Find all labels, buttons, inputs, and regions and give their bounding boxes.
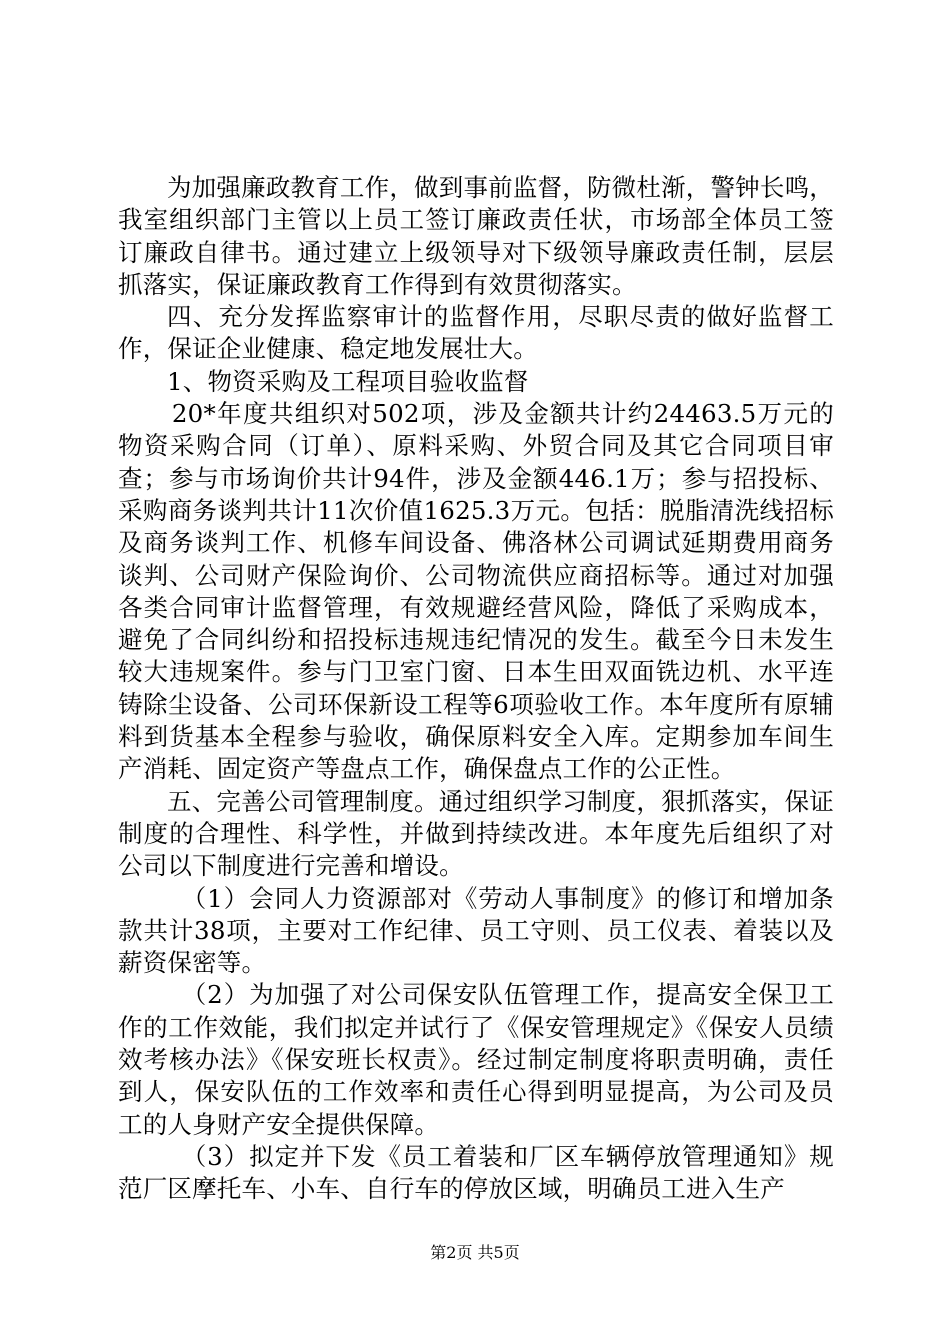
- paragraph-section-four-heading: 四、充分发挥监察审计的监督作用，尽职尽责的做好监督工作，保证企业健康、稳定地发展壮大。: [118, 302, 834, 364]
- document-body: [118, 172, 834, 1206]
- paragraph-procurement-details: 20*年度共组织对502项，涉及金额共计约24463.5万元的物资采购合同（订单）、原料采购、外贸合同及其它合同项目审查；参与市场询价共计94件，涉及金额446.1万；参与招投标、采购商务谈判共计11次价值1625.3万元。包括：脱脂清洗线招标及商务谈判工作、机修车间设备、佛洛林公司调试延期费用商务谈判、公司财产保险询价、公司物流供应商招标等。通过对加强各类合同审计监督管理，有效规避经营风险，降低了采购成本，避免了合同纠纷和招投标违规违纪情况的发生。截至今日未发生较大违规案件。参与门卫室门窗、日本生田双面铣边机、水平连铸除尘设备、公司环保新设工程等6项验收工作。本年度所有原辅料到货基本全程参与验收，确保原料安全入库。定期参加车间生产消耗、固定资产等盘点工作，确保盘点工作的公正性。: [118, 399, 834, 784]
- paragraph-item-one: （1）会同人力资源部对《劳动人事制度》的修订和增加条款共计38项，主要对工作纪律、员工守则、员工仪表、着装以及薪资保密等。: [118, 883, 834, 978]
- page-footer: 第2页 共5页: [430, 1243, 520, 1262]
- paragraph-item-three: （3）拟定并下发《员工着装和厂区车辆停放管理通知》规范厂区摩托车、小车、自行车的停放区域，明确员工进入生产: [118, 1141, 834, 1204]
- paragraph-subsection-heading: 1、物资采购及工程项目验收监督: [167, 366, 529, 396]
- paragraph-item-two: （2）为加强了对公司保安队伍管理工作，提高安全保卫工作的工作效能，我们拟定并试行了《保安管理规定》《保安人员绩效考核办法》《保安班长权责》。经过制定制度将职责明确，责任到人，保安队伍的工作效率和责任心得到明显提高，为公司及员工的人身财产安全提供保障。: [118, 980, 834, 1139]
- paragraph-integrity-education: 为加强廉政教育工作，做到事前监督，防微杜渐，警钟长鸣，我室组织部门主管以上员工签订廉政责任状，市场部全体员工签订廉政自律书。通过建立上级领导对下级领导廉政责任制，层层抓落实，保证廉政教育工作得到有效贯彻落实。: [118, 173, 834, 299]
- paragraph-section-five-heading: 五、完善公司管理制度。通过组织学习制度，狠抓落实，保证制度的合理性、科学性，并做到持续改进。本年度先后组织了对公司以下制度进行完善和增设。: [118, 786, 834, 881]
